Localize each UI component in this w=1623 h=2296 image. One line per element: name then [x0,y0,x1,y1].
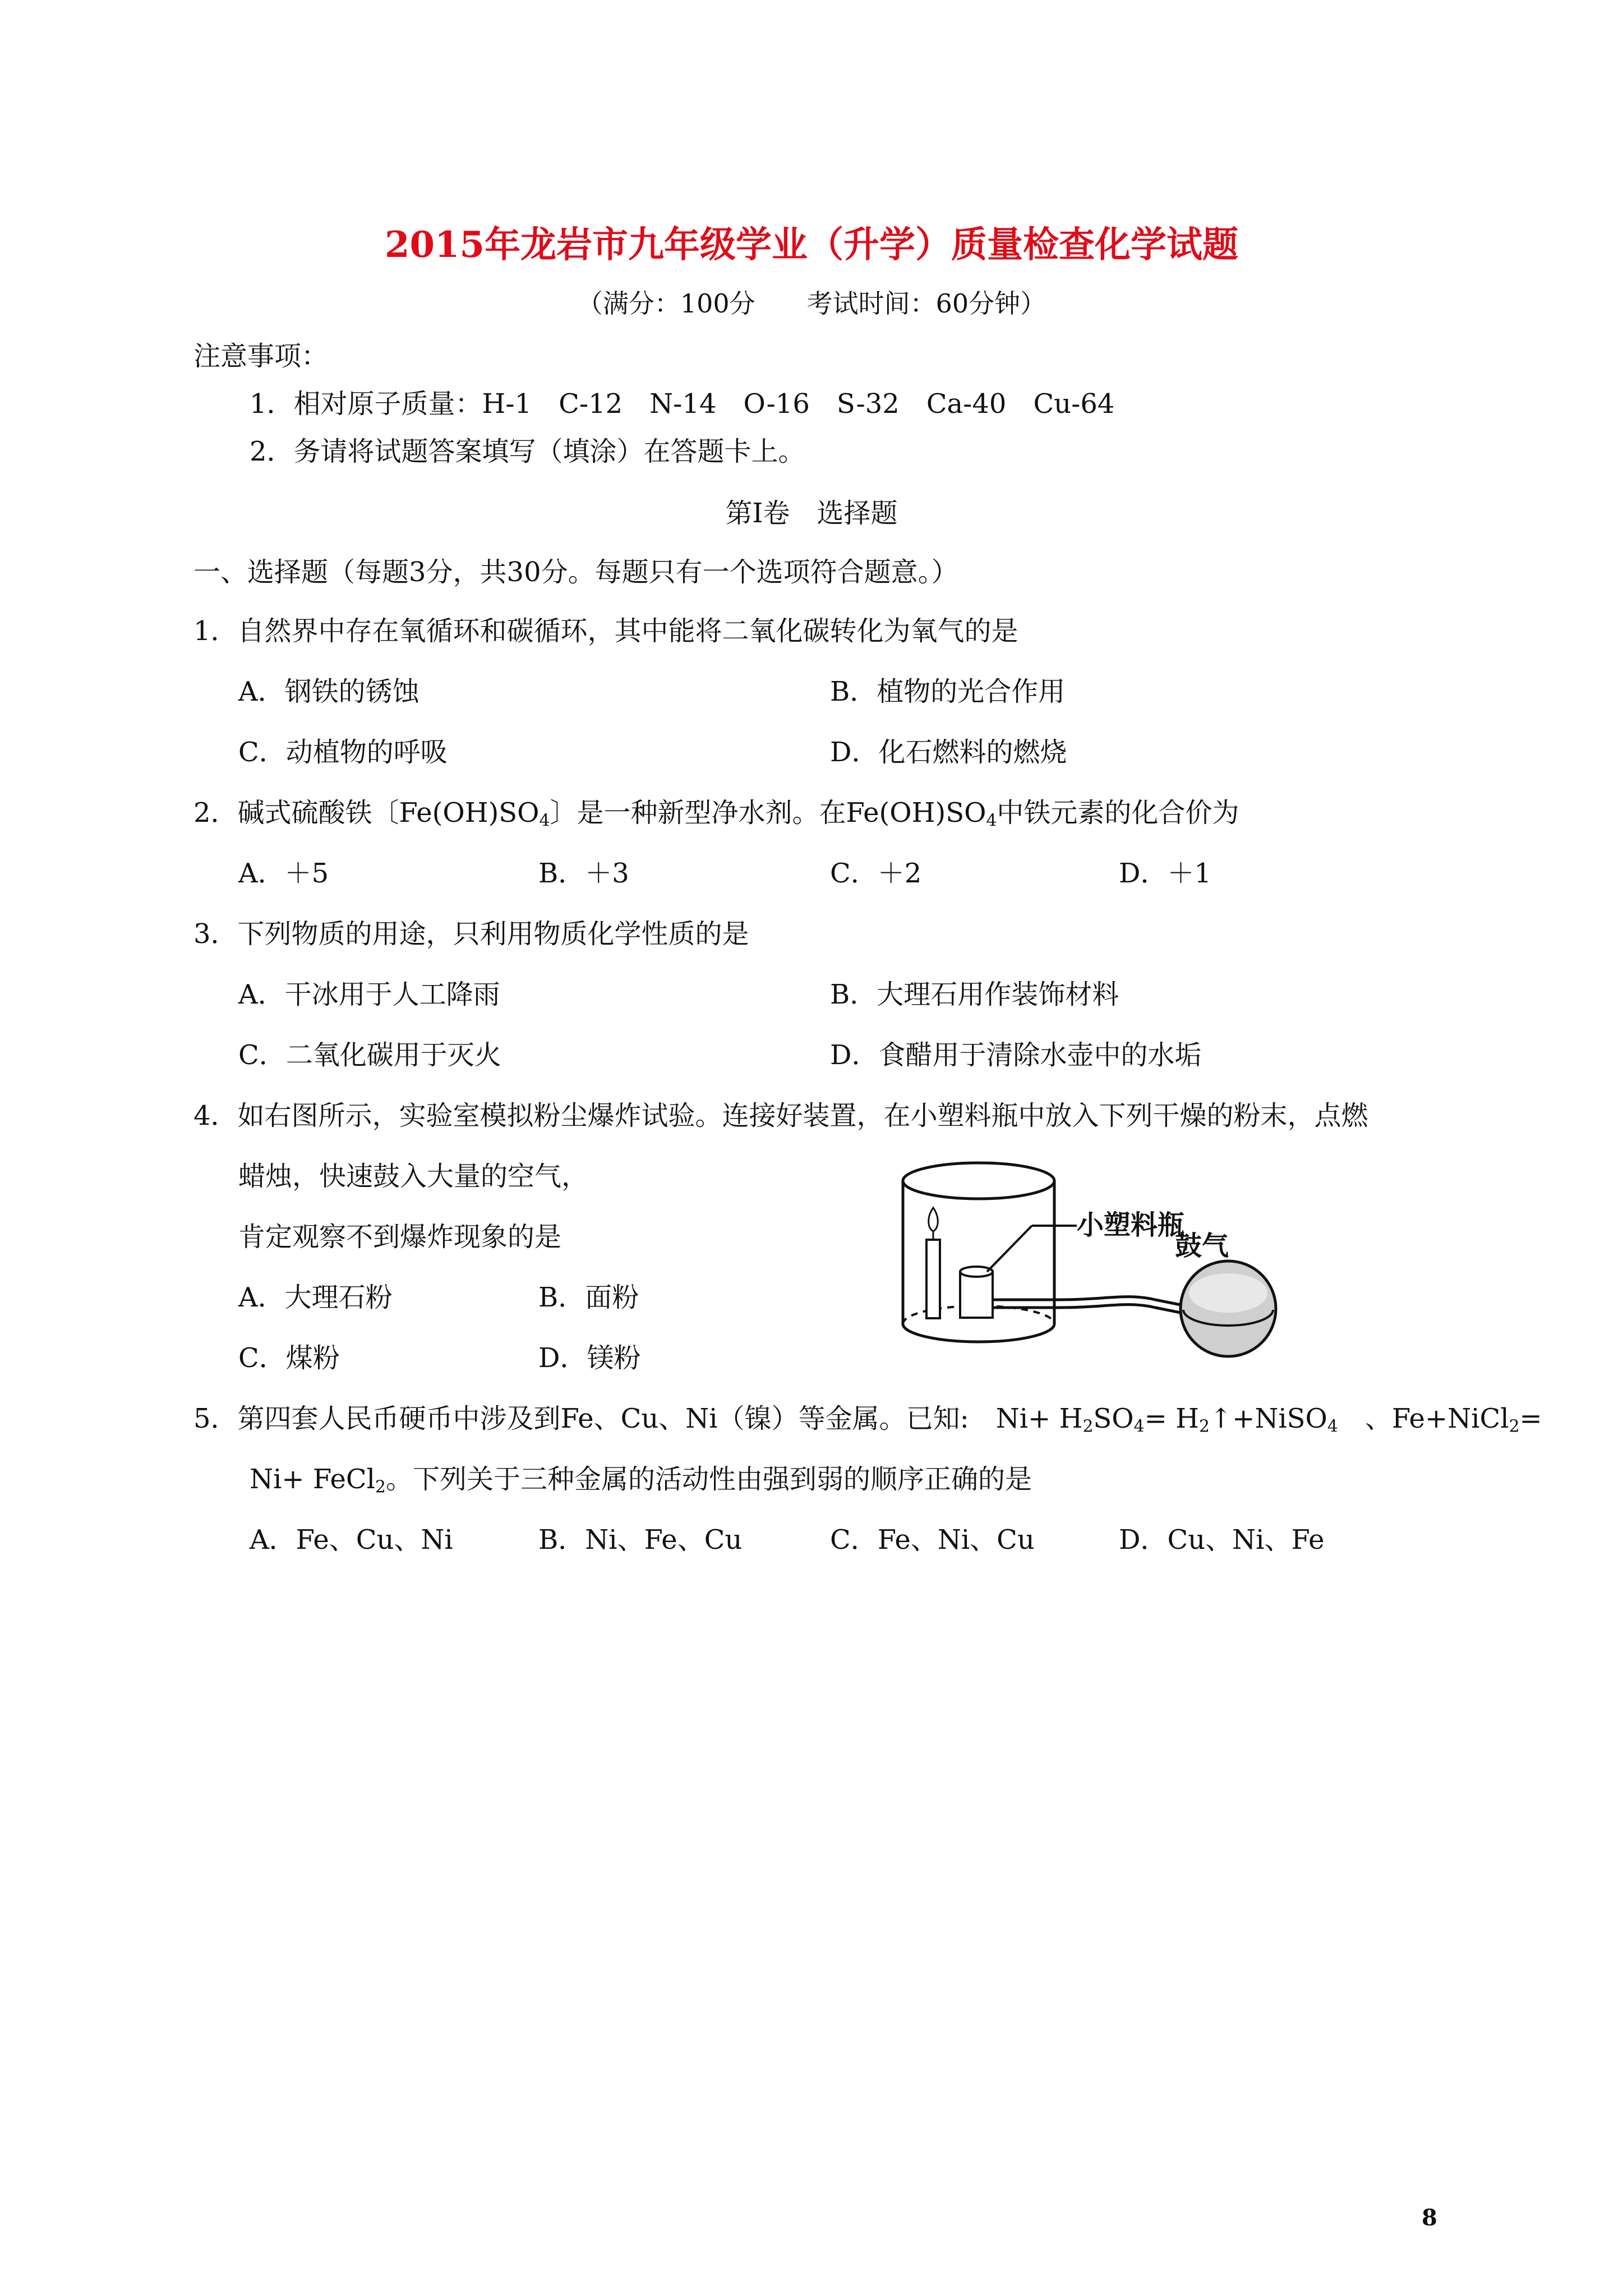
question-4-stem-line2: 蜡烛，快速鼓入大量的空气， [238,1161,589,1192]
question-1-option-c: C．动植物的呼吸 [238,737,448,768]
question-3-option-b: B．大理石用作装饰材料 [830,979,1119,1010]
exam-title: 2015年龙岩市九年级学业（升学）质量检查化学试题 [384,224,1239,266]
apparatus-diagram [892,1142,1284,1366]
q5-subscript: 2 [1198,1416,1210,1437]
label-plastic-bottle: 小塑料瓶 [1077,1209,1185,1241]
label-air-pump: 鼓气 [1175,1230,1229,1262]
q5-stem-part: 。下列关于三种金属的活动性由强到弱的顺序正确的是 [385,1464,1032,1495]
q5-stem-part: = H [1144,1403,1199,1434]
question-1-option-b: B．植物的光合作用 [830,676,1066,707]
q2-subscript: 4 [539,811,550,831]
bulb-pump-highlight [1189,1273,1267,1313]
question-1-option-a: A．钢铁的锈蚀 [238,676,419,707]
plastic-bottle [960,1272,993,1318]
question-5-option-b: B．Ni、Fe、Cu [538,1524,743,1556]
page-number: 8 [1422,2205,1437,2231]
air-tube [993,1297,1183,1305]
question-4-stem-line3: 肯定观察不到爆炸现象的是 [238,1221,562,1253]
question-3-option-c: C．二氧化碳用于灭火 [238,1039,501,1071]
candle-flame-icon [929,1208,938,1231]
q5-stem-part: Ni+ FeCl [250,1464,375,1495]
q2-stem-part: 2．碱式硫酸铁〔Fe(OH)SO [193,797,540,829]
q5-subscript: 4 [1133,1416,1145,1437]
q5-stem-part: = [1519,1403,1542,1434]
question-2-option-a: A．＋5 [238,858,329,889]
question-3-stem: 3．下列物质的用途，只利用物质化学性质的是 [193,918,749,950]
container-bottom-front [903,1324,1054,1342]
q5-stem-part: SO [1093,1403,1134,1434]
question-5-stem-line1 [193,1402,1542,1435]
question-2-option-c: C．＋2 [830,858,922,889]
q5-subscript: 2 [1082,1416,1094,1437]
question-5-stem-line2 [250,1462,1032,1496]
bottle-label-leader [987,1226,1032,1272]
question-3-option-d: D．食醋用于清除水壶中的水垢 [830,1039,1202,1071]
question-3-option-a: A．干冰用于人工降雨 [238,979,500,1010]
question-4-option-b: B．面粉 [538,1282,639,1313]
air-tube-inner [993,1305,1183,1313]
dust-explosion-figure [892,1142,1284,1366]
question-4-stem-line1: 4．如右图所示，实验室模拟粉尘爆炸试验。连接好装置，在小塑料瓶中放入下列干燥的粉末，点燃 [193,1100,1368,1131]
question-5-option-a: A．Fe、Cu、Ni [250,1524,453,1556]
container-top-rim [903,1163,1054,1199]
section-title: 第Ⅰ卷 选择题 [725,498,898,529]
question-2-stem [193,796,1239,830]
question-2-option-b: B．＋3 [538,858,629,889]
question-1-option-d: D．化石燃料的燃烧 [830,737,1067,768]
q2-subscript: 4 [986,811,997,831]
notice-heading: 注意事项： [193,341,329,372]
q5-stem-part: ↑+NiSO [1209,1403,1327,1434]
part-heading: 一、选择题（每题3分，共30分。每题只有一个选项符合题意。） [193,556,958,588]
q5-stem-part: 5．第四套人民币硬币中涉及到Fe、Cu、Ni（镍）等金属。已知: Ni+ H [193,1403,1083,1434]
question-4-option-d: D．镁粉 [538,1342,641,1374]
question-2-option-d: D．＋1 [1119,858,1212,889]
notice-item-2: 2．务请将试题答案填写（填涂）在答题卡上。 [250,436,805,467]
q5-stem-part: 、Fe+NiCl [1338,1403,1509,1434]
q5-subscript: 2 [375,1477,386,1497]
candle [926,1240,940,1318]
q2-stem-part: 中铁元素的化合价为 [997,797,1239,829]
question-5-option-c: C．Fe、Ni、Cu [830,1524,1035,1556]
q5-subscript: 2 [1509,1416,1520,1437]
notice-item-1: 1．相对原子质量：H-1 C-12 N-14 O-16 S-32 Ca-40 Cu-64 [250,388,1115,420]
question-4-option-a: A．大理石粉 [238,1282,393,1313]
question-4-option-c: C．煤粉 [238,1342,340,1374]
question-1-stem: 1．自然界中存在氧循环和碳循环，其中能将二氧化碳转化为氧气的是 [193,615,1018,647]
q5-subscript: 4 [1327,1416,1338,1437]
question-5-option-d: D．Cu、Ni、Fe [1119,1524,1325,1556]
exam-subtitle: （满分：100分 考试时间：60分钟） [577,288,1046,319]
q2-stem-part: 〕是一种新型净水剂。在Fe(OH)SO [550,797,986,829]
